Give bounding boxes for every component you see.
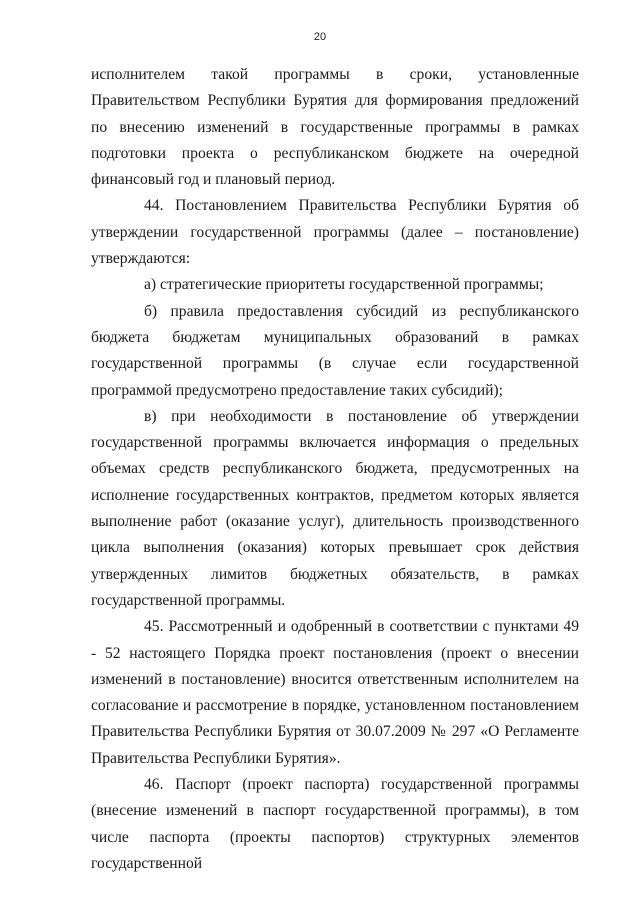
paragraph-continuation: исполнителем такой программы в сроки, установленные Правительством Республики Бурятия для формирования предложений по внесению изменений в государственные программы в рамках подготовки проекта о республиканском бюджете на очередной финансовый год и плановый период. — [91, 66, 579, 189]
paragraph-item-45: 45. Рассмотренный и одобренный в соответствии с пунктами 49 - 52 настоящего Порядка проект постановления (проект о внесении изменений в постановление) вносится ответственным исполнителем на согласование и рассмотрение в порядке, установленном постановлением Правительства Республики Бурятия от 30.07.2009 № 297 «О Регламенте Правительства Республики Бурятия». — [91, 618, 579, 767]
page-number: 20 — [313, 31, 327, 43]
document-body — [91, 62, 579, 877]
paragraph-subitem-b: б) правила предоставления субсидий из республиканского бюджета бюджетам муниципальных образований в рамках государственной программы (в случае если государственной программой предусмотрено предоставление таких субсидий); — [91, 302, 579, 399]
paragraph-subitem-a: а) стратегические приоритеты государственной программы; — [144, 276, 544, 294]
paragraph-item-44: 44. Постановлением Правительства Республики Бурятия об утверждении государственной программы (далее – постановление) утверждаются: — [91, 197, 579, 268]
paragraph-subitem-v: в) при необходимости в постановление об утверждении государственной программы включается информация о предельных объемах средств республиканского бюджета, предусмотренных на исполнение государственных контрактов, предметом которых является выполнение работ (оказание услуг), длительность производственного цикла выполнения (оказания) которых превышает срок действия утвержденных лимитов бюджетных обязательств, в рамках государственной программы. — [91, 407, 579, 609]
paragraph-item-46: 46. Паспорт (проект паспорта) государственной программы (внесение изменений в паспорт государственной программы), в том числе паспорта (проекты паспортов) структурных элементов государственной — [91, 776, 579, 872]
